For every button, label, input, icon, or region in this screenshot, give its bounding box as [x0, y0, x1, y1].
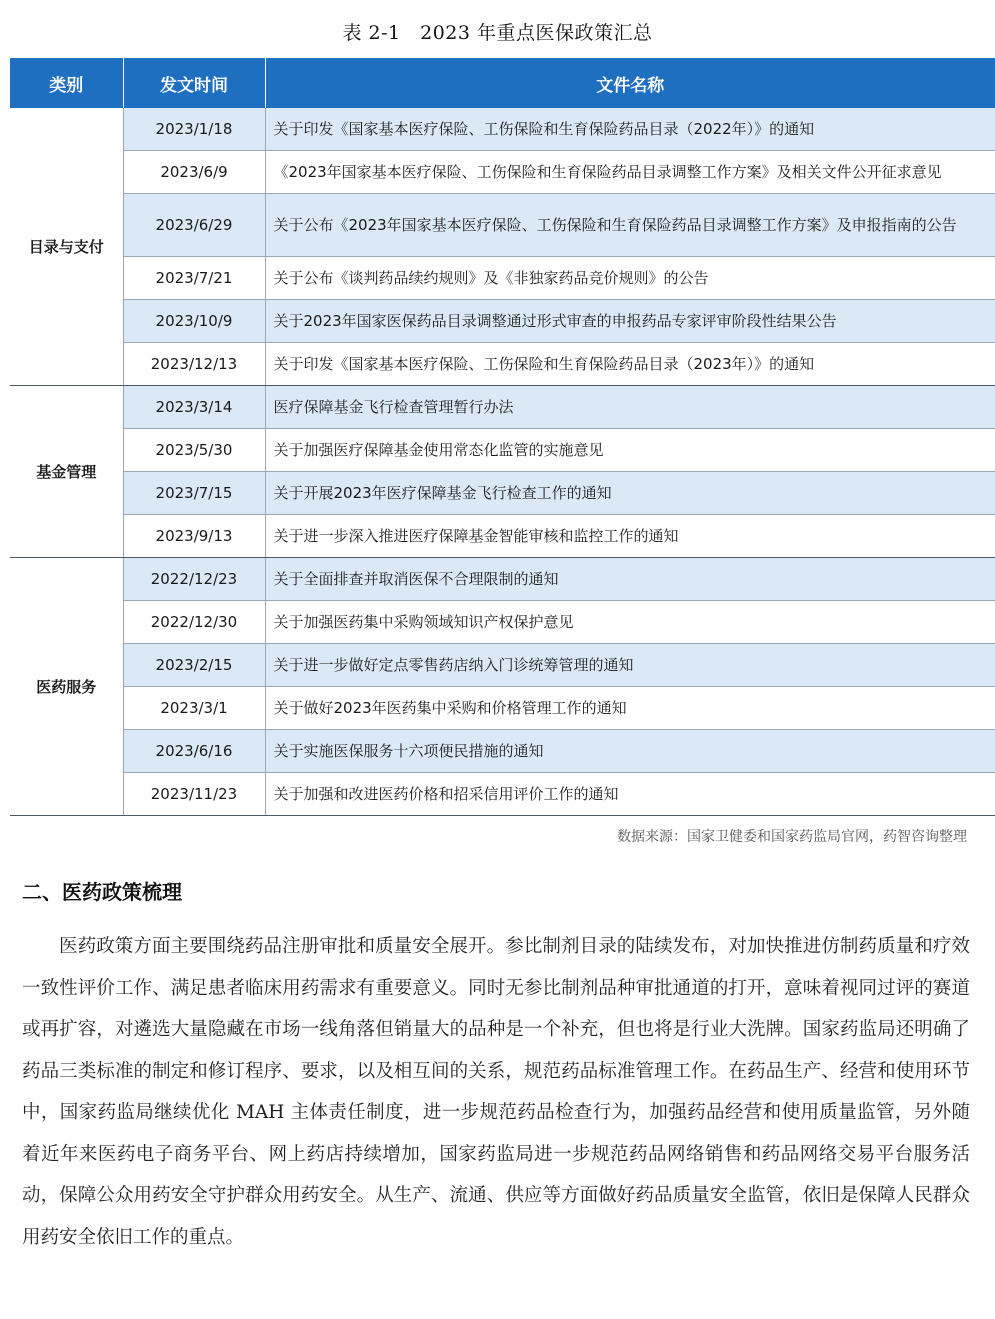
- date-cell: 2023/7/15: [123, 472, 265, 515]
- document-title-cell: 关于印发《国家基本医疗保险、工伤保险和生育保险药品目录（2023年）》的通知: [265, 343, 995, 386]
- date-cell: 2023/12/13: [123, 343, 265, 386]
- document-title-cell: 医疗保障基金飞行检查管理暂行办法: [265, 386, 995, 429]
- date-cell: 2023/11/23: [123, 773, 265, 816]
- policy-table: [10, 58, 995, 816]
- document-title-cell: 关于加强医疗保障基金使用常态化监管的实施意见: [265, 429, 995, 472]
- document-title-cell: 关于实施医保服务十六项便民措施的通知: [265, 730, 995, 773]
- date-cell: 2023/3/1: [123, 687, 265, 730]
- table-row: [10, 429, 995, 472]
- table-row: [10, 386, 995, 429]
- section-heading: 二、医药政策梳理: [22, 880, 182, 904]
- document-title-cell: 关于加强医药集中采购领域知识产权保护意见: [265, 601, 995, 644]
- header-category: 类别: [10, 58, 123, 108]
- date-cell: 2023/7/21: [123, 257, 265, 300]
- date-cell: 2023/5/30: [123, 429, 265, 472]
- date-cell: 2022/12/30: [123, 601, 265, 644]
- header-date: 发文时间: [123, 58, 265, 108]
- body-paragraph: 医药政策方面主要围绕药品注册审批和质量安全展开。参比制剂目录的陆续发布，对加快推进仿制药质量和疗效一致性评价工作、满足患者临床用药需求有重要意义。同时无参比制剂品种审批通道的打开，意味着视同过评的赛道或再扩容，对遴选大量隐藏在市场一线角落但销量大的品种是一个补充，但也将是行业大洗牌。国家药监局还明确了药品三类标准的制定和修订程序、要求，以及相互间的关系，规范药品标准管理工作。在药品生产、经营和使用环节中，国家药监局继续优化 MAH 主体责任制度，进一步规范药品检查行为，加强药品经营和使用质量监管，另外随着近年来医药电子商务平台、网上药店持续增加，国家药监局进一步规范药品网络销售和药品网络交易平台服务活动，保障公众用药安全守护群众用药安全。从生产、流通、供应等方面做好药品质量安全监管，依旧是保障人民群众用药安全依旧工作的重点。: [22, 936, 970, 1248]
- source-note: 数据来源：国家卫健委和国家药监局官网，药智咨询整理: [617, 829, 967, 845]
- category-cell: 基金管理: [10, 386, 123, 558]
- table-row: [10, 730, 995, 773]
- document-title-cell: 关于公布《2023年国家基本医疗保险、工伤保险和生育保险药品目录调整工作方案》及申报指南的公告: [265, 194, 995, 257]
- date-cell: 2023/1/18: [123, 108, 265, 151]
- date-cell: 2023/10/9: [123, 300, 265, 343]
- table-row: [10, 257, 995, 300]
- date-cell: 2022/12/23: [123, 558, 265, 601]
- document-title-cell: 《2023年国家基本医疗保险、工伤保险和生育保险药品目录调整工作方案》及相关文件公开征求意见: [265, 151, 995, 194]
- table-title: 表 2-1 2023 年重点医保政策汇总: [342, 22, 653, 44]
- document-title-cell: 关于2023年国家医保药品目录调整通过形式审查的申报药品专家评审阶段性结果公告: [265, 300, 995, 343]
- header-document: 文件名称: [265, 58, 995, 108]
- category-cell: 医药服务: [10, 558, 123, 816]
- date-cell: 2023/3/14: [123, 386, 265, 429]
- table-row: [10, 472, 995, 515]
- date-cell: 2023/6/29: [123, 194, 265, 257]
- table-row: [10, 601, 995, 644]
- table-row: [10, 558, 995, 601]
- table-row: [10, 343, 995, 386]
- document-title-cell: 关于进一步做好定点零售药店纳入门诊统筹管理的通知: [265, 644, 995, 687]
- date-cell: 2023/6/16: [123, 730, 265, 773]
- document-title-cell: 关于印发《国家基本医疗保险、工伤保险和生育保险药品目录（2022年）》的通知: [265, 108, 995, 151]
- document-title-cell: 关于加强和改进医药价格和招采信用评价工作的通知: [265, 773, 995, 816]
- table-row: [10, 687, 995, 730]
- date-cell: 2023/2/15: [123, 644, 265, 687]
- table-header-row: [10, 58, 995, 108]
- table-row: [10, 773, 995, 816]
- date-cell: 2023/9/13: [123, 515, 265, 558]
- document-title-cell: 关于开展2023年医疗保障基金飞行检查工作的通知: [265, 472, 995, 515]
- category-cell: 目录与支付: [10, 108, 123, 386]
- table-row: [10, 644, 995, 687]
- document-title-cell: 关于公布《谈判药品续约规则》及《非独家药品竞价规则》的公告: [265, 257, 995, 300]
- table-row: [10, 194, 995, 257]
- document-title-cell: 关于全面排查并取消医保不合理限制的通知: [265, 558, 995, 601]
- table-row: [10, 300, 995, 343]
- table-row: [10, 108, 995, 151]
- date-cell: 2023/6/9: [123, 151, 265, 194]
- table-row: [10, 515, 995, 558]
- table-row: [10, 151, 995, 194]
- document-title-cell: 关于做好2023年医药集中采购和价格管理工作的通知: [265, 687, 995, 730]
- document-title-cell: 关于进一步深入推进医疗保障基金智能审核和监控工作的通知: [265, 515, 995, 558]
